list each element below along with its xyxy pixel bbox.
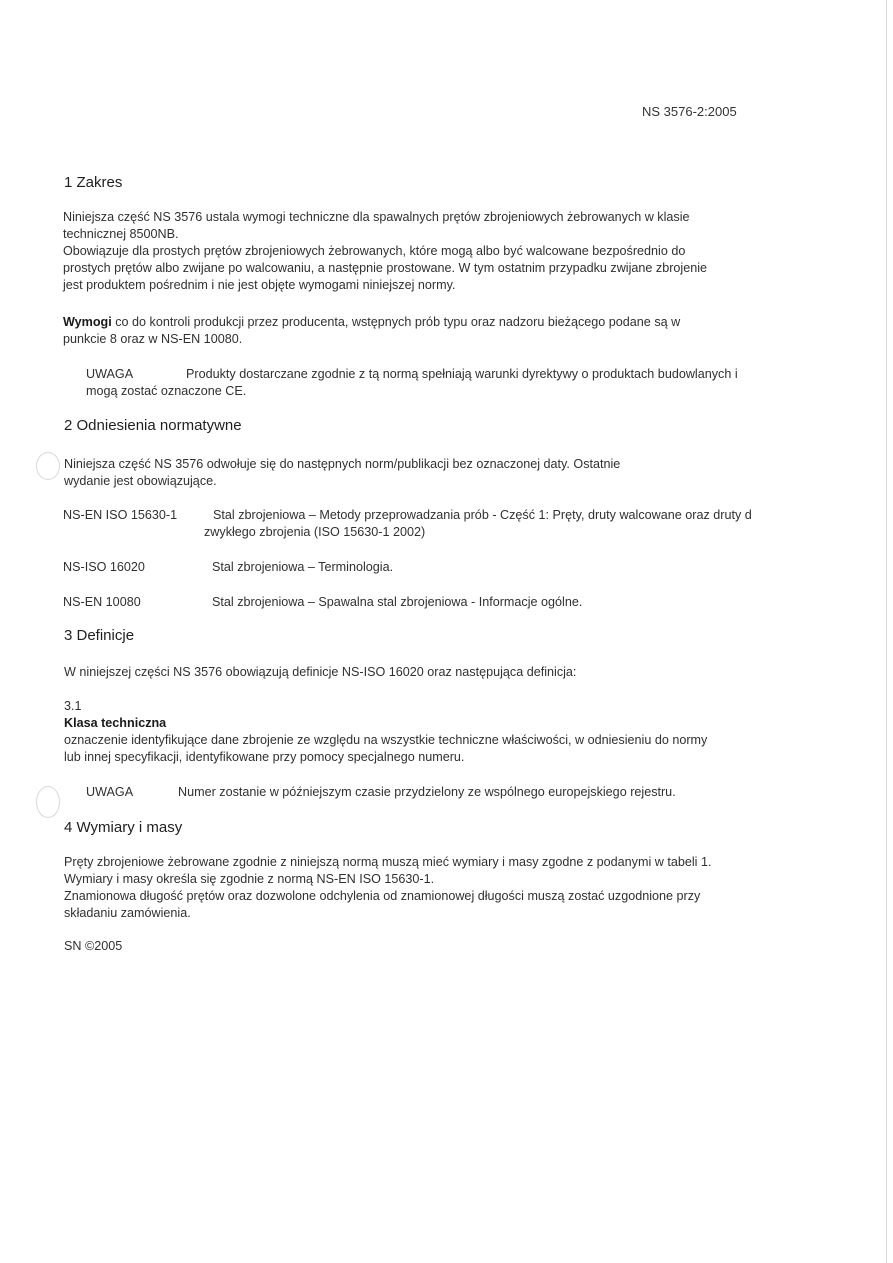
text-line: Niniejsza część NS 3576 odwołuje się do następnych norm/publikacji bez oznaczonej daty. Ostatnie: [64, 457, 621, 471]
text-line: Znamionowa długość prętów oraz dozwolone odchylenia od znamionowej długości muszą zostać uzgodnione przy: [64, 889, 701, 903]
text-line: technicznej 8500NB.: [63, 227, 179, 241]
note-label: UWAGA: [86, 785, 134, 799]
text-line: wydanie jest obowiązujące.: [64, 474, 217, 488]
text-line: składaniu zamówienia.: [64, 906, 191, 920]
reference-code: NS-ISO 16020: [63, 560, 145, 574]
subsection-number: 3.1: [64, 699, 82, 713]
text-span: co do kontroli produkcji przez producenta, wstępnych prób typu oraz nadzoru bieżącego podane są w: [111, 315, 681, 329]
section-1-note: [86, 366, 738, 400]
punch-hole-mark: [36, 786, 60, 818]
document-id: NS 3576-2:2005: [642, 104, 737, 119]
section-1-paragraph-requirements: [63, 314, 680, 348]
section-2-heading: 2 Odniesienia normatywne: [64, 417, 242, 434]
section-4-paragraph: [64, 854, 711, 922]
note-text: Produkty dostarczane zgodnie z tą normą spełniają warunki dyrektywy o produktach budowlanych i: [186, 367, 738, 381]
subsection-3-1: [64, 698, 707, 766]
text-line: Niniejsza część NS 3576 ustala wymogi techniczne dla spawalnych prętów zbrojeniowych żebrowanych w klasie: [63, 210, 690, 224]
reference-title: Stal zbrojeniowa – Metody przeprowadzania prób - Część 1: Pręty, druty walcowane oraz druty d: [213, 508, 752, 522]
text-line: jest produktem pośrednim i nie jest objęte wymogami niniejszej normy.: [63, 278, 456, 292]
section-1-heading: 1 Zakres: [64, 174, 123, 191]
page-edge: [886, 0, 887, 1263]
section-4-heading: 4 Wymiary i masy: [64, 819, 183, 836]
text-line: oznaczenie identyfikujące dane zbrojenie ze względu na wszystkie techniczne właściwości, w odniesieniu do normy: [64, 733, 708, 747]
reference-item: [63, 507, 863, 541]
text-line: lub innej specyfikacji, identyfikowane przy pomocy specjalnego numeru.: [64, 750, 465, 764]
text-line: Pręty zbrojeniowe żebrowane zgodnie z niniejszą normą muszą mieć wymiary i masy zgodne z podanymi w tabeli 1.: [64, 855, 712, 869]
note-label: UWAGA: [86, 367, 134, 381]
section-3-paragraph: W niniejszej części NS 3576 obowiązują definicje NS-ISO 16020 oraz następująca definicja:: [64, 665, 577, 679]
text-line: [63, 314, 680, 331]
reference-title: Stal zbrojeniowa – Terminologia.: [212, 560, 394, 574]
section-3-heading: 3 Definicje: [64, 627, 135, 644]
punch-hole-mark: [36, 452, 60, 480]
footer-copyright: SN ©2005: [64, 939, 123, 953]
note-text: Numer zostanie w późniejszym czasie przydzielony ze wspólnego europejskiego rejestru.: [178, 785, 676, 799]
text-line: Wymiary i masy określa się zgodnie z normą NS-EN ISO 15630-1.: [64, 872, 435, 886]
text-line: prostych prętów albo zwijane po walcowaniu, a następnie prostowane. W tym ostatnim przypadku zwijane zbrojenie: [63, 261, 708, 275]
section-1-paragraph-1: [63, 209, 707, 294]
reference-code: NS-EN 10080: [63, 595, 141, 609]
bold-term: Wymogi: [63, 315, 112, 329]
text-line: punkcie 8 oraz w NS-EN 10080.: [63, 332, 243, 346]
subsection-title: Klasa techniczna: [64, 716, 167, 730]
section-2-paragraph: [64, 456, 620, 490]
reference-code: NS-EN ISO 15630-1: [63, 508, 178, 522]
text-line: [86, 366, 738, 383]
section-3-note: [86, 784, 676, 801]
text-line: mogą zostać oznaczone CE.: [86, 384, 247, 398]
text-line: Obowiązuje dla prostych prętów zbrojeniowych żebrowanych, które mogą albo być walcowane bezpośrednio do: [63, 244, 686, 258]
reference-title: zwykłego zbrojenia (ISO 15630-1 2002): [204, 525, 426, 539]
reference-title: Stal zbrojeniowa – Spawalna stal zbrojeniowa - Informacje ogólne.: [212, 595, 583, 609]
